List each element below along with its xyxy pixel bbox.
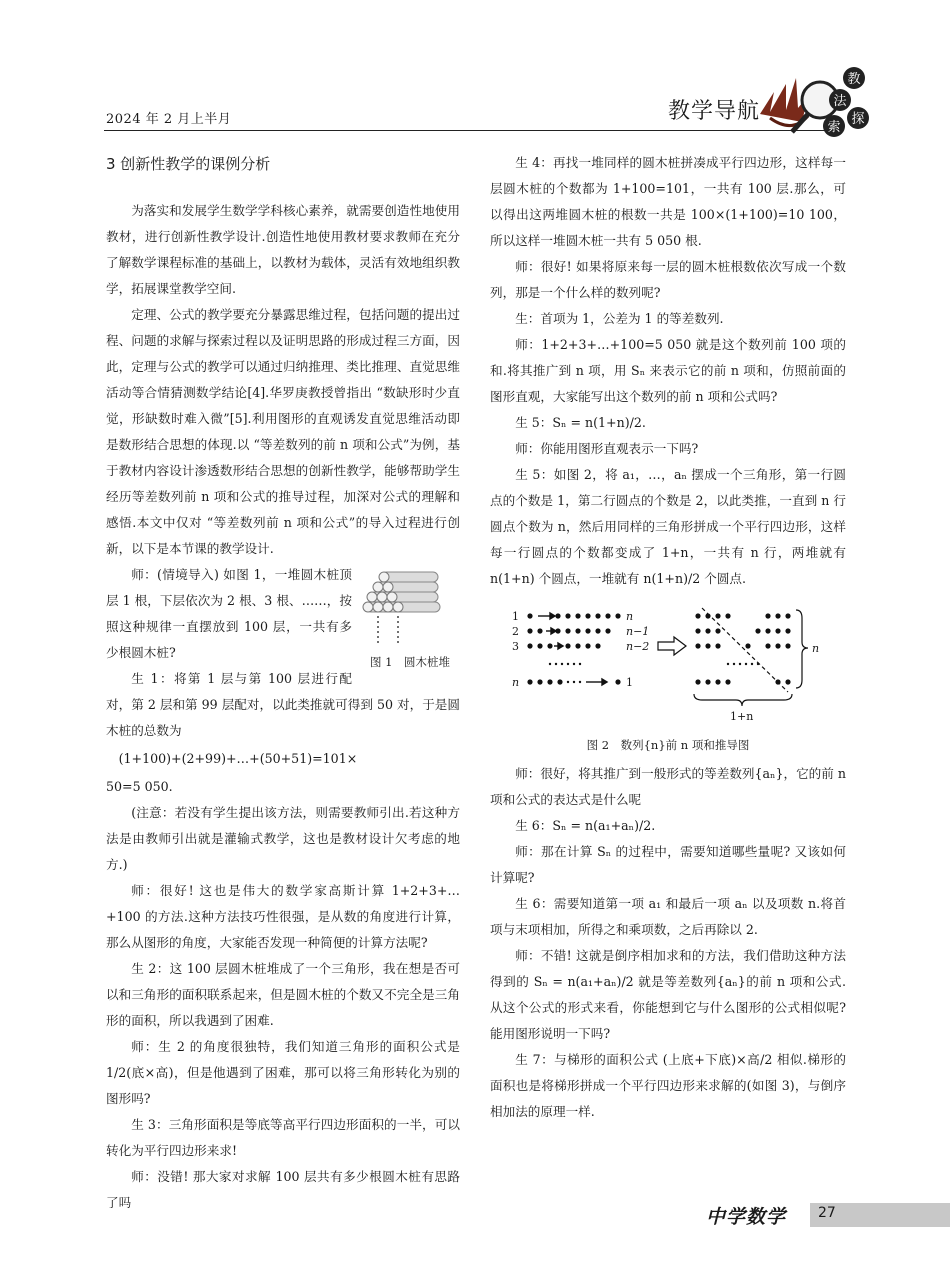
- paragraph: 生 2：这 100 层圆木桩堆成了一个三角形，我在想是否可以和三角形的面积联系起来，但是圆木桩的个数又不完全是三角形的面积，所以我遇到了困难.: [106, 961, 460, 1028]
- header-rule: [104, 130, 836, 131]
- paragraph: 师：没错! 那大家对求解 100 层共有多少根圆木桩有思路了吗: [106, 1169, 460, 1210]
- log-pile-icon: [362, 566, 458, 650]
- logo-char: 索: [827, 120, 841, 135]
- section-heading: 3 创新性教学的课例分析: [106, 155, 271, 173]
- equation: 50=5 050.: [106, 779, 173, 794]
- paragraph: 生 3：三角形面积是等底等高平行四边形面积的一半，可以转化为平行四边形来求!: [106, 1117, 460, 1158]
- figure-2-dot-diagram: [490, 604, 846, 724]
- paragraph: 师：很好! 如果将原来每一层的圆木桩根数依次写成一个数列，那是一个什么样的数列呢?: [490, 259, 846, 300]
- brace-label: n: [812, 642, 820, 655]
- paragraph: 师：很好! 这也是伟大的数学家高斯计算 1+2+3+…+100 的方法.这种方法技巧性很强，是从数的角度进行计算，那么从图形的角度，大家能否发现一种简便的计算方法呢?: [106, 883, 460, 950]
- logo-char: 教: [847, 72, 861, 87]
- row-label: 2: [512, 625, 519, 638]
- column-logo-icon: [752, 62, 872, 148]
- formula: 生 5：Sₙ = n(1+n)/2.: [515, 415, 646, 430]
- paragraph: 定理、公式的教学要充分暴露思维过程，包括问题的提出过程、问题的求解与探索过程以及证明思路的形成过程三方面，因此，定理与公式的教学可以通过归纳推理、类比推理、直觉思维活动等合情猜测数学结论[4].华罗庚教授曾指出 “数缺形时少直觉，形缺数时难入微”[5].利用图形的直观诱发直觉思维活动即是数形结合思想的体现.以 “等差数列的前 n 项和公式”为例，基于教材内容设计渗透数形结合思想的创新性教学，能够帮助学生经历等差数列前 n 项和公式的推导过程，加深对公式的理解和感悟.本文中仅对 “等差数列前 n 项和公式”的导入过程进行创新，以下是本节课的教学设计.: [106, 307, 460, 556]
- paragraph: 师：你能用图形直观表示一下吗?: [515, 441, 699, 456]
- logo-char: 法: [833, 94, 847, 109]
- paragraph: 生 1：将第 1 层与第 100 层进行配对，第 2 层和第 99 层配对，以此类推就可得到 50 对，于是圆木桩的总数为: [106, 671, 460, 738]
- paragraph: 师：1+2+3+…+100=5 050 就是这个数列前 100 项的和.将其推广到 n 项，用 Sₙ 来表示它的前 n 项和，仿照前面的图形直观，大家能写出这个数列的前 n 项和公式吗?: [490, 337, 846, 404]
- row-label: n: [512, 676, 520, 689]
- section-title: 教学导航: [668, 99, 761, 124]
- issue-date: 2024 年 2 月上半月: [106, 112, 232, 127]
- paragraph: 师：很好，将其推广到一般形式的等差数列{aₙ}，它的前 n 项和公式的表达式是什么呢: [490, 766, 846, 807]
- paragraph: 生 7：与梯形的面积公式 (上底+下底)×高/2 相似.梯形的面积也是将梯形拼成一个平行四边形来求解的(如图 3)，与倒序相加法的原理一样.: [490, 1052, 846, 1119]
- logo-char: 探: [851, 112, 865, 127]
- formula: 生 6：Sₙ = n(a₁+aₙ)/2.: [515, 818, 656, 833]
- row-label: 3: [512, 640, 519, 653]
- paragraph: 师：那在计算 Sₙ 的过程中，需要知道哪些量呢? 又该如何计算呢?: [490, 844, 846, 885]
- brace-label: 1+n: [730, 710, 754, 723]
- figure-1-caption: 图 1 圆木桩堆: [370, 655, 450, 669]
- row-count-label: n−1: [626, 625, 650, 638]
- row-count-label: 1: [626, 676, 633, 689]
- right-column: [490, 150, 846, 1125]
- paragraph: 为落实和发展学生数学学科核心素养，就需要创造性地使用教材，进行创新性教学设计.创造性地使用教材要求教师在充分了解数学课程标准的基础上，以教材为载体，灵活有效地组织教学，拓展课堂教学空间.: [106, 203, 460, 296]
- equation: (1+100)+(2+99)+…+(50+51)=101×: [118, 751, 358, 766]
- left-column: [106, 150, 460, 1216]
- paragraph: (注意：若没有学生提出该方法，则需要教师引出.若这种方法是由教师引出就是灌输式教学，这也是教材设计欠考虑的地方.): [106, 805, 460, 872]
- transform-arrow-icon: [658, 637, 686, 655]
- paragraph: 生 4：再找一堆同样的圆木桩拼凑成平行四边形，这样每一层圆木桩的个数都为 1+100=101，一共有 100 层.那么，可以得出这两堆圆木桩的根数一共是 100×(1+100)=10 100，所以这样一堆圆木桩一共有 5 050 根.: [490, 155, 846, 248]
- figure-2-caption: 图 2 数列{n}前 n 项和推导图: [586, 738, 750, 752]
- page-number: 27: [818, 1205, 836, 1221]
- paragraph: 生：首项为 1，公差为 1 的等差数列.: [515, 311, 724, 326]
- row-label: 1: [512, 610, 519, 623]
- paragraph: 师：(情境导入) 如图 1，一堆圆木桩顶层 1 根，下层依次为 2 根、3 根、……，按照这种规律一直摆放到 100 层，一共有多少根圆木桩?: [106, 567, 352, 660]
- row-count-label: n−2: [626, 640, 650, 653]
- figure-1: [360, 566, 460, 678]
- magazine-name: 中学数学: [706, 1206, 787, 1228]
- paragraph: 生 5：如图 2，将 a₁，…，aₙ 摆成一个三角形，第一行圆点的个数是 1，第二行圆点的个数是 2，以此类推，一直到 n 行圆点个数为 n，然后用同样的三角形拼成一个平行四边形，这样每一行圆点的个数都变成了 1+n，一共有 n 行，两堆就有 n(1+n) 个圆点，一堆就有 n(1+n)/2 个圆点.: [490, 467, 846, 586]
- paragraph: 师：不错! 这就是倒序相加求和的方法，我们借助这种方法得到的 Sₙ = n(a₁+aₙ)/2 就是等差数列{aₙ}的前 n 项和公式.从这个公式的形式来看，你能想到它与什么图形的公式相似呢? 能用图形说明一下吗?: [490, 948, 846, 1041]
- paragraph: 生 6：需要知道第一项 a₁ 和最后一项 aₙ 以及项数 n.将首项与末项相加，所得之和乘项数，之后再除以 2.: [490, 896, 846, 937]
- row-count-label: n: [626, 610, 634, 623]
- paragraph: 师：生 2 的角度很独特，我们知道三角形的面积公式是 1/2(底×高)，但是他遇到了困难，那可以将三角形转化为别的图形吗?: [106, 1039, 460, 1106]
